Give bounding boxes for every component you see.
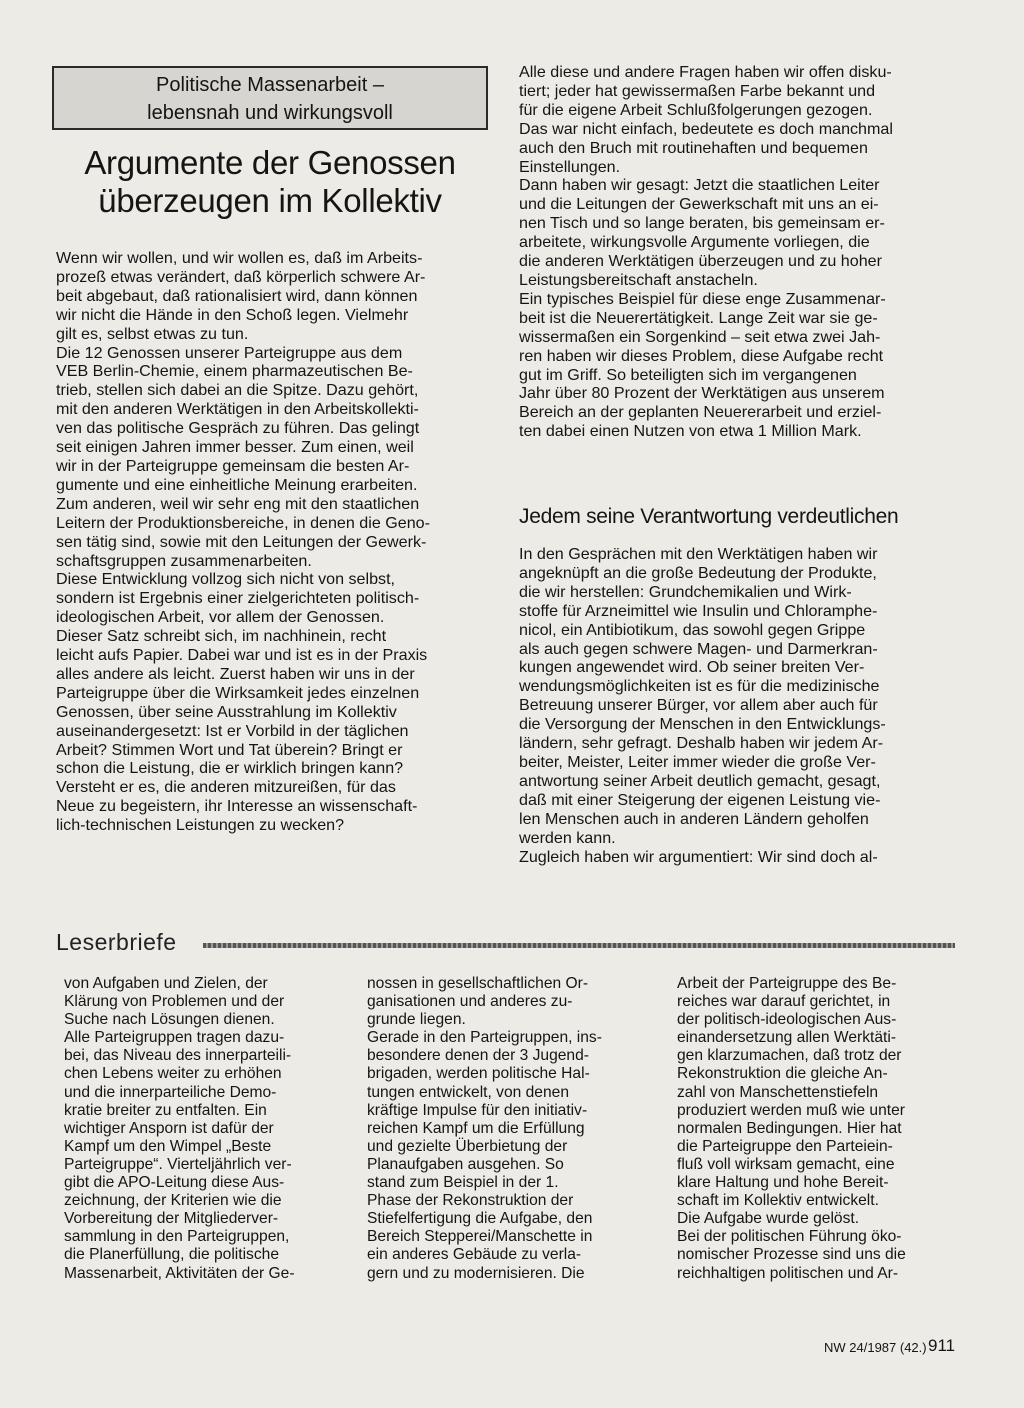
letters-column-3: Arbeit der Parteigruppe des Be- reiches war darauf gerichtet, in der politisch-ideologischen Aus- einandersetzung allen Werktäti- gen klarzumachen, daß trotz der Rekonstruktion die gleiche An- zahl von Manschettenstiefeln produziert werden muß wie unter normalen Bedingungen. Hier hat die Parteigruppe den Parteiein- fluß voll wirksam gemacht, eine klare Haltung und hohe Bereit- schaft im Kollektiv entwickelt. Die Aufgabe wurde gelöst. Bei der politischen Führung öko- nomischer Prozesse sind uns die reichhaltigen politischen und Ar- <box>677 975 906 1282</box>
section-label-leserbriefe: Leserbriefe <box>56 929 177 955</box>
headline-text: Argumente der Genossen überzeugen im Kollektiv <box>84 144 456 219</box>
letters-column-2: nossen in gesellschaftlichen Or- ganisationen und anderes zu- grunde liegen. Gerade in den Parteigruppen, ins- besondere denen der 3 Jugend- brigaden, werden politische Hal- tungen entwickelt, von denen kräftige Impulse für den initiativ- reichen Kampf um die Erfüllung und gezielte Überbietung der Planaufgaben ausgehen. So stand zum Beispiel in der 1. Phase der Rekonstruktion der Stiefelfertigung die Aufgabe, den Bereich Stepperei/Manschette in ein anderes Gebäude zu verla- gern und zu modernisieren. Die <box>367 975 602 1282</box>
section-divider <box>203 943 955 948</box>
rubric-text: Politische Massenarbeit – lebensnah und wirkungsvoll <box>147 74 393 124</box>
article-subheading: Jedem seine Verantwortung verdeutlichen <box>519 505 899 528</box>
article-right-column-mid: In den Gesprächen mit den Werktätigen haben wir angeknüpft an die große Bedeutung der Produkte, die wir herstellen: Grundchemikalien und Wirk- stoffe für Arzneimittel wie Insulin und Chloramphe- nicol, ein Antibiotikum, das sowohl gegen Grippe als auch gegen schwere Magen- und Darmerkran- kungen angewendet wird. Ob seiner breiten Ver- wendungsmöglichkeiten ist es für die medizinische Betreuung unserer Bürger, vor allem aber auch für die Versorgung der Menschen in den Entwicklungs- ländern, sehr gefragt. Deshalb haben wir jedem Ar- beiter, Meister, Leiter immer wieder die große Ver- antwortung seiner Arbeit deutlich gemacht, gesagt, daß mit einer Steigerung der eigenen Leistung vie- len Menschen auch in anderen Ländern geholfen werden kann. Zugleich haben wir argumentiert: Wir sind doch al- <box>519 545 886 866</box>
article-headline <box>52 144 488 220</box>
page-number: 911 <box>928 1336 956 1355</box>
issue-reference: NW 24/1987 (42.) <box>824 1340 927 1355</box>
article-right-column-top: Alle diese und andere Fragen haben wir offen disku- tiert; jeder hat gewissermaßen Farbe bekannt und für die eigene Arbeit Schlußfolgerungen gezogen. Das war nicht einfach, bedeutete es doch manchmal auch den Bruch mit routinehaften und bequemen Einstellungen. Dann haben wir gesagt: Jetzt die staatlichen Leiter und die Leitungen der Gewerkschaft mit uns an ei- nen Tisch und so lange beraten, bis gemeinsam er- arbeitete, wirkungsvolle Argumente vorliegen, die die anderen Werktätigen überzeugen und zu hoher Leistungsbereitschaft anstacheln. Ein typisches Beispiel für diese enge Zusammenar- beit ist die Neuerertätigkeit. Lange Zeit war sie ge- wissermaßen ein Sorgenkind – seit etwa zwei Jah- ren haben wir dieses Problem, diese Aufgabe recht gut im Griff. So beteiligten sich im vergangenen Jahr über 80 Prozent der Werktätigen aus unserem Bereich an der geplanten Neuererarbeit und erziel- ten dabei einen Nutzen von etwa 1 Million Mark. <box>519 63 893 441</box>
letters-column-1: von Aufgaben und Zielen, der Klärung von Problemen und der Suche nach Lösungen dienen. Alle Parteigruppen tragen dazu- bei, das Niveau des innerparteili- chen Lebens weiter zu erhöhen und die innerparteiliche Demo- kratie breiter zu entfalten. Ein wichtiger Ansporn ist dafür der Kampf um den Wimpel „Beste Parteigruppe“. Vierteljährlich ver- gibt die APO-Leitung diese Aus- zeichnung, der Kriterien wie die Vorbereitung der Mitgliederver- sammlung in den Parteigruppen, die Planerfüllung, die politische Massenarbeit, Aktivitäten der Ge- <box>64 975 295 1282</box>
rubric-box <box>52 66 488 130</box>
article-left-column: Wenn wir wollen, und wir wollen es, daß im Arbeits- prozeß etwas verändert, daß körperlich schwere Ar- beit abgebaut, daß rationalisiert wird, dann können wir nicht die Hände in den Schoß legen. Vielmehr gilt es, selbst etwas zu tun. Die 12 Genossen unserer Parteigruppe aus dem VEB Berlin-Chemie, einem pharmazeutischen Be- trieb, stellen sich dabei an die Spitze. Dazu gehört, mit den anderen Werktätigen in den Arbeitskollekti- ven das politische Gespräch zu führen. Das gelingt seit einigen Jahren immer besser. Zum einen, weil wir in der Parteigruppe gemeinsam die besten Ar- gumente und eine einheitliche Meinung erarbeiten. Zum anderen, weil wir sehr eng mit den staatlichen Leitern der Produktionsbereiche, in denen die Geno- sen tätig sind, sowie mit den Leitungen der Gewerk- schaftsgruppen zusammenarbeiten. Diese Entwicklung vollzog sich nicht von selbst, sondern ist Ergebnis einer zielgerichteten politisch- ideologischen Arbeit, vor allem der Genossen. Dieser Satz schreibt sich, im nachhinein, recht leicht aufs Papier. Dabei war und ist es in der Praxis alles andere als leicht. Zuerst haben wir uns in der Parteigruppe über die Wirksamkeit jedes einzelnen Genossen, über seine Ausstrahlung im Kollektiv auseinandergesetzt: Ist er Vorbild in der täglichen Arbeit? Stimmen Wort und Tat überein? Bringt er schon die Leistung, die er wirklich bringen kann? Versteht er es, die anderen mitzureißen, für das Neue zu begeistern, ihr Interesse an wissenschaft- lich-technischen Leistungen zu wecken? <box>56 249 430 835</box>
